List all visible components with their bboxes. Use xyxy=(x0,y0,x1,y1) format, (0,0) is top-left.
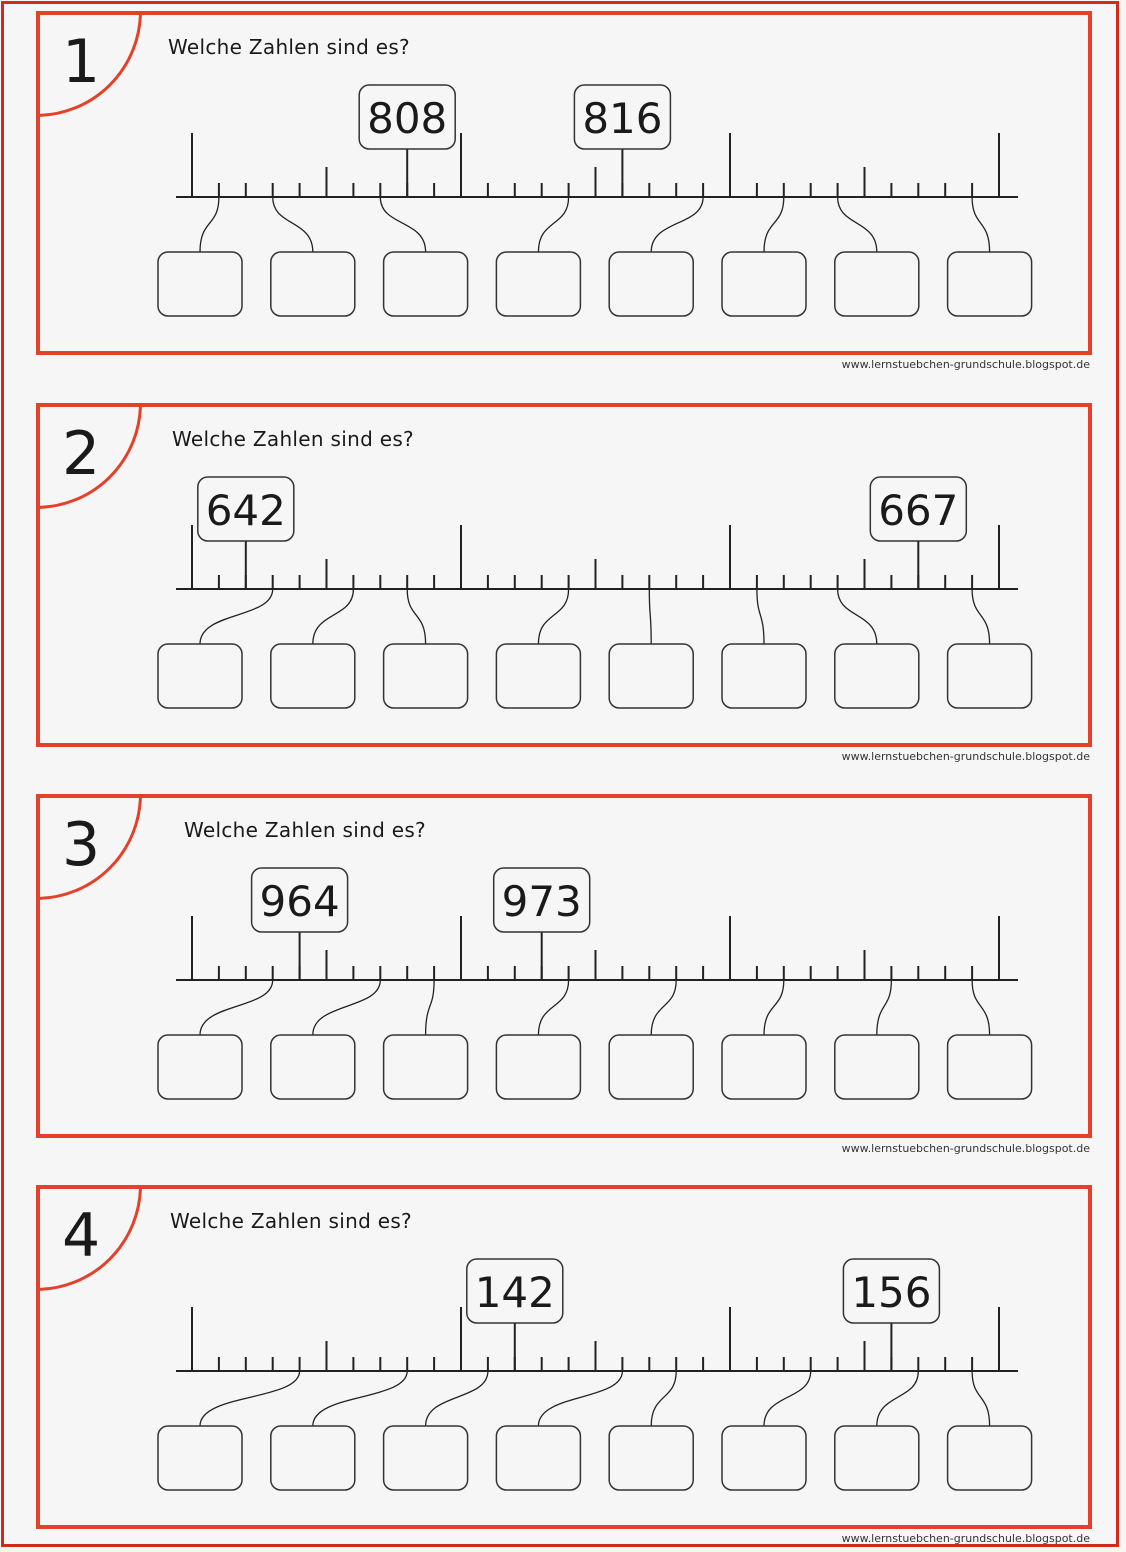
answer-box[interactable] xyxy=(384,252,468,316)
connector-line xyxy=(877,980,892,1035)
instruction-text: Welche Zahlen sind es? xyxy=(170,1209,412,1233)
given-label: 667 xyxy=(878,486,959,535)
answer-box[interactable] xyxy=(722,252,806,316)
connector-line xyxy=(426,1371,488,1426)
answer-slot xyxy=(722,1371,811,1490)
connector-line xyxy=(426,980,435,1035)
answer-slot xyxy=(609,1371,693,1490)
answer-slot xyxy=(948,197,1032,316)
answer-box[interactable] xyxy=(158,1426,242,1490)
answer-slot xyxy=(271,197,355,316)
answer-box[interactable] xyxy=(609,252,693,316)
answer-slot xyxy=(948,980,1032,1099)
answer-box[interactable] xyxy=(496,644,580,708)
exercise-number: 1 xyxy=(62,27,101,97)
connector-line xyxy=(972,589,990,644)
number-line xyxy=(40,15,1088,351)
given-label: 142 xyxy=(474,1268,555,1317)
answer-slot xyxy=(158,980,273,1099)
given-label: 964 xyxy=(259,877,340,926)
connector-line xyxy=(877,1371,919,1426)
given-value xyxy=(359,85,455,197)
answer-slot xyxy=(384,1371,488,1490)
connector-line xyxy=(200,1371,300,1426)
answer-slot xyxy=(835,1371,919,1490)
answer-slot xyxy=(835,589,919,708)
answer-slot xyxy=(609,197,703,316)
answer-slot xyxy=(158,589,273,708)
exercise-number: 4 xyxy=(62,1201,101,1271)
answer-slot xyxy=(496,197,580,316)
answer-box[interactable] xyxy=(384,1426,468,1490)
given-label: 808 xyxy=(367,94,448,143)
answer-box[interactable] xyxy=(609,1426,693,1490)
connector-line xyxy=(538,980,568,1035)
answer-box[interactable] xyxy=(948,644,1032,708)
connector-line xyxy=(649,589,651,644)
footer-url: www.lernstuebchen-grundschule.blogspot.de xyxy=(841,750,1090,763)
connector-line xyxy=(651,197,703,252)
connector-line xyxy=(764,1371,811,1426)
connector-line xyxy=(838,197,877,252)
answer-box[interactable] xyxy=(835,644,919,708)
given-value xyxy=(198,477,294,589)
answer-box[interactable] xyxy=(158,252,242,316)
answer-slot xyxy=(496,1371,622,1490)
answer-box[interactable] xyxy=(835,252,919,316)
connector-line xyxy=(200,980,273,1035)
connector-line xyxy=(651,1371,676,1426)
connector-line xyxy=(972,1371,990,1426)
exercise-number: 2 xyxy=(62,419,101,489)
answer-box[interactable] xyxy=(384,644,468,708)
connector-line xyxy=(538,1371,622,1426)
answer-slot xyxy=(722,197,806,316)
connector-line xyxy=(273,197,313,252)
exercise-number: 3 xyxy=(62,810,101,880)
answer-slot xyxy=(384,980,468,1099)
number-line xyxy=(40,407,1088,743)
connector-line xyxy=(538,589,568,644)
answer-box[interactable] xyxy=(271,1426,355,1490)
answer-box[interactable] xyxy=(722,644,806,708)
footer-url: www.lernstuebchen-grundschule.blogspot.de xyxy=(841,1532,1090,1545)
answer-box[interactable] xyxy=(948,1426,1032,1490)
given-value xyxy=(467,1259,563,1371)
given-value xyxy=(574,85,670,197)
number-line xyxy=(40,798,1088,1134)
connector-line xyxy=(972,980,990,1035)
connector-line xyxy=(538,197,568,252)
connector-line xyxy=(972,197,990,252)
exercise-card-3 xyxy=(36,794,1092,1138)
answer-box[interactable] xyxy=(496,252,580,316)
answer-slot xyxy=(835,980,919,1099)
given-label: 973 xyxy=(501,877,582,926)
exercise-card-1 xyxy=(36,11,1092,355)
answer-slot xyxy=(496,980,580,1099)
connector-line xyxy=(313,980,381,1035)
answer-box[interactable] xyxy=(271,252,355,316)
answer-slot xyxy=(496,589,580,708)
answer-box[interactable] xyxy=(948,1035,1032,1099)
answer-slot xyxy=(722,980,806,1099)
exercise-card-4 xyxy=(36,1185,1092,1529)
connector-line xyxy=(407,589,425,644)
answer-box[interactable] xyxy=(609,1035,693,1099)
exercise-card-2 xyxy=(36,403,1092,747)
answer-box[interactable] xyxy=(722,1035,806,1099)
answer-box[interactable] xyxy=(722,1426,806,1490)
answer-slot xyxy=(948,1371,1032,1490)
answer-box[interactable] xyxy=(835,1035,919,1099)
instruction-text: Welche Zahlen sind es? xyxy=(168,35,410,59)
answer-box[interactable] xyxy=(948,252,1032,316)
given-label: 816 xyxy=(582,94,663,143)
answer-box[interactable] xyxy=(609,644,693,708)
given-label: 642 xyxy=(205,486,286,535)
answer-box[interactable] xyxy=(496,1426,580,1490)
connector-line xyxy=(380,197,425,252)
connector-line xyxy=(757,589,764,644)
answer-slot xyxy=(380,197,467,316)
answer-slot xyxy=(271,980,381,1099)
instruction-text: Welche Zahlen sind es? xyxy=(184,818,426,842)
answer-slot xyxy=(609,980,693,1099)
answer-slot xyxy=(835,197,919,316)
connector-line xyxy=(651,980,676,1035)
connector-line xyxy=(200,589,273,644)
given-label: 156 xyxy=(851,1268,932,1317)
given-value xyxy=(252,868,348,980)
answer-box[interactable] xyxy=(835,1426,919,1490)
footer-url: www.lernstuebchen-grundschule.blogspot.de xyxy=(841,358,1090,371)
answer-box[interactable] xyxy=(271,644,355,708)
connector-line xyxy=(313,589,354,644)
answer-slot xyxy=(158,197,242,316)
connector-line xyxy=(764,980,784,1035)
connector-line xyxy=(313,1371,407,1426)
connector-line xyxy=(200,197,219,252)
answer-box[interactable] xyxy=(158,644,242,708)
number-line xyxy=(40,1189,1088,1525)
answer-slot xyxy=(384,589,468,708)
answer-box[interactable] xyxy=(158,1035,242,1099)
given-value xyxy=(843,1259,939,1371)
answer-box[interactable] xyxy=(271,1035,355,1099)
instruction-text: Welche Zahlen sind es? xyxy=(172,427,414,451)
given-value xyxy=(870,477,966,589)
answer-slot xyxy=(609,589,693,708)
connector-line xyxy=(838,589,877,644)
answer-slot xyxy=(948,589,1032,708)
footer-url: www.lernstuebchen-grundschule.blogspot.de xyxy=(841,1142,1090,1155)
answer-box[interactable] xyxy=(384,1035,468,1099)
answer-slot xyxy=(271,589,355,708)
answer-slot xyxy=(722,589,806,708)
connector-line xyxy=(764,197,784,252)
given-value xyxy=(494,868,590,980)
answer-box[interactable] xyxy=(496,1035,580,1099)
